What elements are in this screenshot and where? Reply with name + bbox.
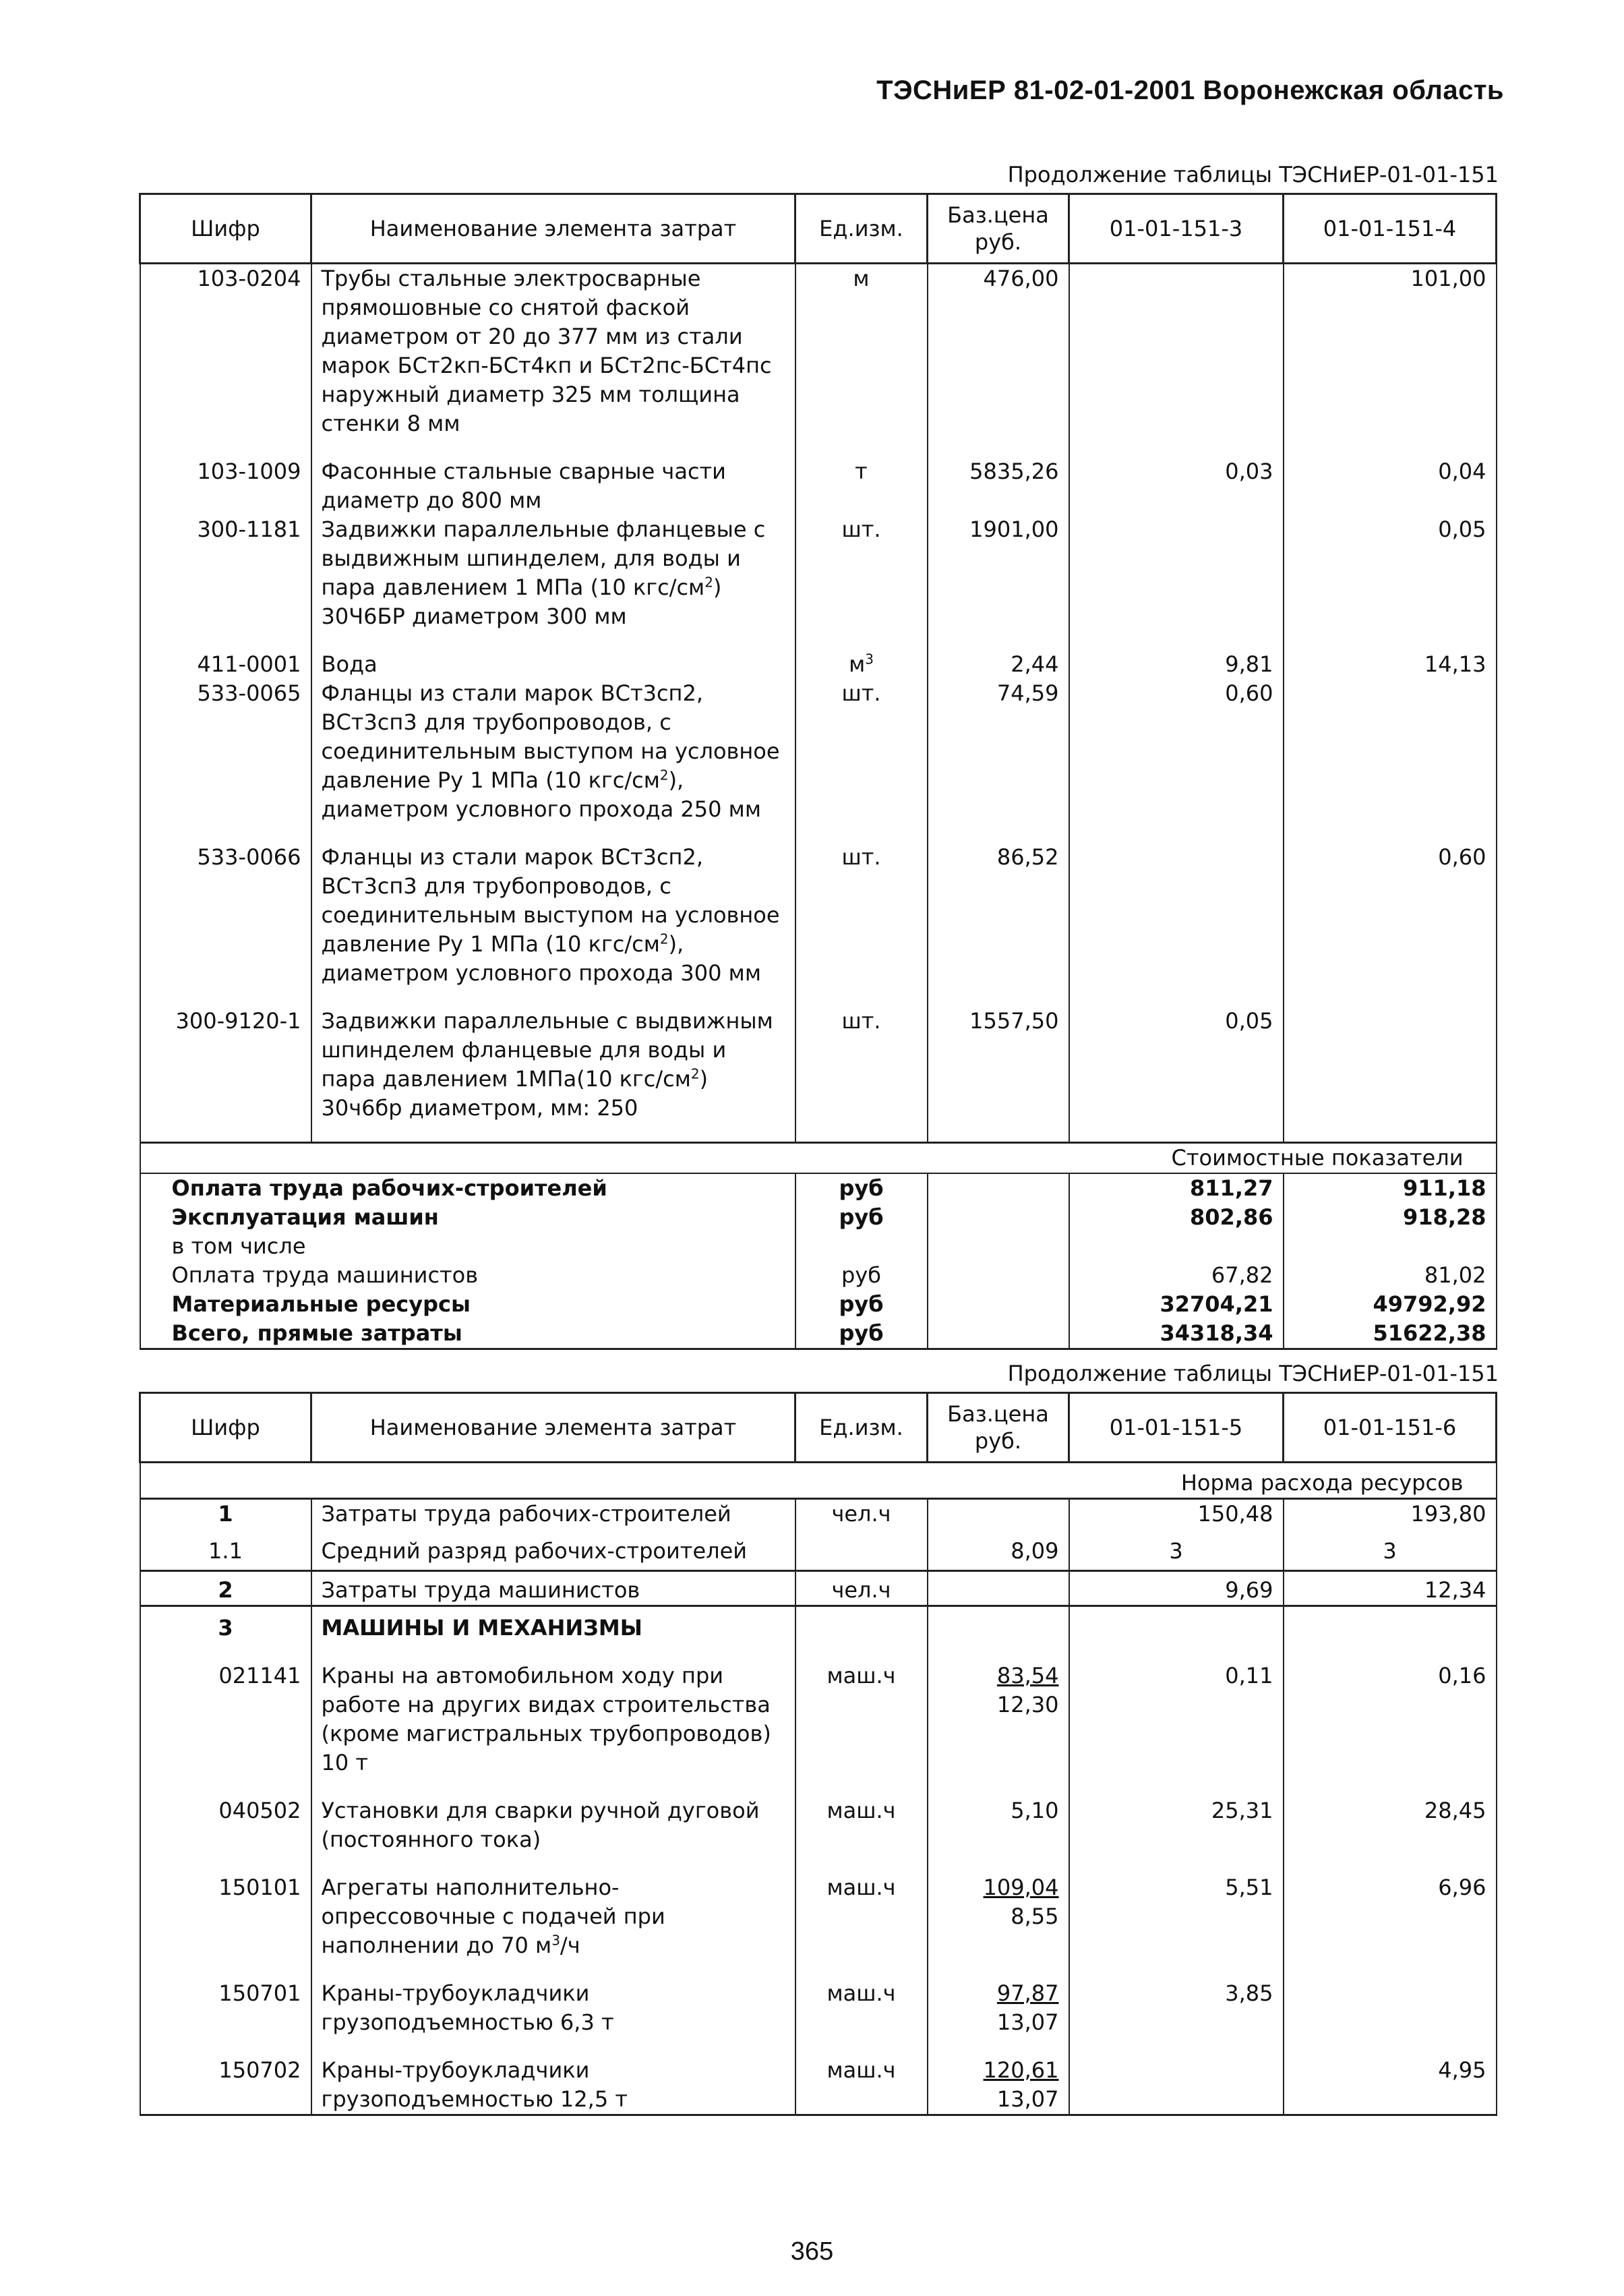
cell-code: 300-1181 — [140, 515, 311, 631]
cell-unit: маш.ч — [795, 1661, 928, 1777]
cell-value-b — [1284, 1979, 1497, 2037]
summary-row — [140, 1319, 1497, 1349]
cell-value-a — [1069, 264, 1284, 439]
table-row — [140, 679, 1497, 824]
cell-unit: шт. — [795, 515, 928, 631]
cell-name: Средний разряд рабочих-строителей — [311, 1529, 795, 1570]
cell-value-a: 9,69 — [1069, 1570, 1284, 1606]
cell-unit: маш.ч — [795, 1979, 928, 2037]
cell-value-a: 9,81 — [1069, 650, 1284, 679]
table-row — [140, 2056, 1497, 2115]
cell-value-b: 0,16 — [1284, 1661, 1497, 1777]
cell-value-b: 0,05 — [1284, 515, 1497, 631]
summary-value-b: 49792,92 — [1284, 1290, 1497, 1319]
table-row — [140, 1661, 1497, 1777]
cell-name: Агрегаты наполнительно-опрессовочные с подачей при наполнении до 70 $м^3/ч$ — [311, 1873, 795, 1960]
header-code: Шифр — [140, 194, 311, 264]
cell-value-a: 0,60 — [1069, 679, 1284, 824]
cell-code: 3 — [140, 1606, 311, 1643]
summary-unit: руб — [795, 1319, 928, 1349]
cell-price: 120,61 13,07 — [928, 2056, 1069, 2115]
cell-price: 476,00 — [928, 264, 1069, 439]
cell-name: Затраты труда машинистов — [311, 1570, 795, 1606]
cell-price — [928, 1499, 1069, 1529]
cell-code: 533-0066 — [140, 843, 311, 988]
cell-unit — [795, 1529, 928, 1570]
cell-value-b: 12,34 — [1284, 1570, 1497, 1606]
cell-value-b: 0,04 — [1284, 457, 1497, 515]
summary-value-a — [1069, 1232, 1284, 1261]
cell-value-b — [1284, 679, 1497, 824]
cell-name: Затраты труда рабочих-строителей — [311, 1499, 795, 1529]
cell-code: 533-0065 — [140, 679, 311, 824]
cell-value-b: 101,00 — [1284, 264, 1497, 439]
cell-unit: м — [795, 264, 928, 439]
header-col-a: 01-01-151-3 — [1069, 194, 1284, 264]
summary-value-b — [1284, 1232, 1497, 1261]
cell-price: 1557,50 — [928, 1007, 1069, 1123]
cell-price: 8,09 — [928, 1529, 1069, 1570]
table-row — [140, 457, 1497, 515]
cell-code: 150101 — [140, 1873, 311, 1960]
cell-unit: чел.ч — [795, 1570, 928, 1606]
summary-unit — [795, 1232, 928, 1261]
cell-price: 86,52 — [928, 843, 1069, 988]
table-row — [140, 650, 1497, 679]
cell-value-b: 14,13 — [1284, 650, 1497, 679]
table-row — [140, 1529, 1497, 1570]
summary-value-a: 811,27 — [1069, 1173, 1284, 1203]
table-continuation-label: Продолжение таблицы ТЭСНиЕР-01-01-151 — [1007, 1361, 1499, 1386]
cell-value-a: 3 — [1069, 1529, 1284, 1570]
cell-name: Краны-трубоукладчики грузоподъемностью 12,5 т — [311, 2056, 795, 2115]
cell-code: 150701 — [140, 1979, 311, 2037]
table-row — [140, 1979, 1497, 2037]
table-continuation-label: Продолжение таблицы ТЭСНиЕР-01-01-151 — [1007, 162, 1499, 187]
cell-unit: шт. — [795, 1007, 928, 1123]
cell-code: 2 — [140, 1570, 311, 1606]
cell-unit: маш.ч — [795, 1873, 928, 1960]
cell-value-b: 0,60 — [1284, 843, 1497, 988]
cell-name: Фланцы из стали марок ВСт3сп2, ВСт3сп3 для трубопроводов, с соединительным выступом на условное давление Ру 1 МПа (10 кгс/$см^2$), диаметром условного прохода 300 мм — [311, 843, 795, 988]
cell-value-b — [1284, 1007, 1497, 1123]
table-row — [140, 1570, 1497, 1606]
summary-unit: руб — [795, 1203, 928, 1232]
cell-value-a: 25,31 — [1069, 1796, 1284, 1854]
cell-price: 1901,00 — [928, 515, 1069, 631]
cell-price: 5835,26 — [928, 457, 1069, 515]
summary-value-a: 34318,34 — [1069, 1319, 1284, 1349]
section-heading: МАШИНЫ И МЕХАНИЗМЫ — [311, 1606, 795, 1643]
table-row — [140, 1606, 1497, 1643]
cell-code: 103-1009 — [140, 457, 311, 515]
summary-row — [140, 1203, 1497, 1232]
cell-unit: $м^3$ — [795, 650, 928, 679]
cell-unit: маш.ч — [795, 2056, 928, 2115]
cell-value-a: 0,05 — [1069, 1007, 1284, 1123]
table-row — [140, 1499, 1497, 1529]
page-number: 365 — [790, 2237, 834, 2266]
summary-value-b: 81,02 — [1284, 1261, 1497, 1290]
table-row — [140, 264, 1497, 439]
cell-value-a — [1069, 2056, 1284, 2115]
cell-value-b: 4,95 — [1284, 2056, 1497, 2115]
cell-value-a: 150,48 — [1069, 1499, 1284, 1529]
cell-value-b: 28,45 — [1284, 1796, 1497, 1854]
summary-row — [140, 1261, 1497, 1290]
table-row — [140, 1873, 1497, 1960]
cell-name: Краны на автомобильном ходу при работе на других видах строительства (кроме магистральных трубопроводов) 10 т — [311, 1661, 795, 1777]
cell-code: 1.1 — [140, 1529, 311, 1570]
summary-row — [140, 1232, 1497, 1261]
document-title: ТЭСНиЕР 81-02-01-2001 Воронежская область — [876, 76, 1504, 105]
cost-table-1 — [139, 193, 1497, 1350]
cell-code: 021141 — [140, 1661, 311, 1777]
cell-value-b: 3 — [1284, 1529, 1497, 1570]
table-row — [140, 1796, 1497, 1854]
cell-code: 411-0001 — [140, 650, 311, 679]
header-unit: Ед.изм. — [795, 194, 928, 264]
summary-row — [140, 1290, 1497, 1319]
section-label: Стоимостные показатели — [140, 1143, 1497, 1174]
cell-value-a — [1069, 515, 1284, 631]
cell-code: 040502 — [140, 1796, 311, 1854]
summary-value-a: 67,82 — [1069, 1261, 1284, 1290]
summary-unit: руб — [795, 1173, 928, 1203]
cell-price: 83,54 12,30 — [928, 1661, 1069, 1777]
cell-price — [928, 1570, 1069, 1606]
cell-code: 150702 — [140, 2056, 311, 2115]
summary-name: Материальные ресурсы — [140, 1290, 795, 1319]
header-col-b: 01-01-151-4 — [1284, 194, 1497, 264]
cell-price: 74,59 — [928, 679, 1069, 824]
cell-unit: т — [795, 457, 928, 515]
summary-value-b: 911,18 — [1284, 1173, 1497, 1203]
cell-value-a: 0,03 — [1069, 457, 1284, 515]
cell-unit: маш.ч — [795, 1796, 928, 1854]
section-label: Норма расхода ресурсов — [140, 1463, 1497, 1499]
summary-row — [140, 1173, 1497, 1203]
cell-value-b: 193,80 — [1284, 1499, 1497, 1529]
cell-code: 103-0204 — [140, 264, 311, 439]
summary-name: в том числе — [140, 1232, 795, 1261]
summary-value-a: 802,86 — [1069, 1203, 1284, 1232]
cell-name: Установки для сварки ручной дуговой (постоянного тока) — [311, 1796, 795, 1854]
cell-unit: шт. — [795, 679, 928, 824]
summary-value-b: 918,28 — [1284, 1203, 1497, 1232]
cell-unit: шт. — [795, 843, 928, 988]
cost-table-2 — [139, 1392, 1497, 2116]
cell-name: Фасонные стальные сварные части диаметр до 800 мм — [311, 457, 795, 515]
cell-price: 2,44 — [928, 650, 1069, 679]
cell-value-a — [1069, 843, 1284, 988]
cell-value-b: 6,96 — [1284, 1873, 1497, 1960]
cell-price: 109,04 8,55 — [928, 1873, 1069, 1960]
header-col-b: 01-01-151-6 — [1284, 1393, 1497, 1463]
cell-price: 5,10 — [928, 1796, 1069, 1854]
section-row — [140, 1143, 1497, 1174]
header-price: Баз.цена руб. — [928, 194, 1069, 264]
summary-unit: руб — [795, 1290, 928, 1319]
header-col-a: 01-01-151-5 — [1069, 1393, 1284, 1463]
cell-name: Фланцы из стали марок ВСт3сп2, ВСт3сп3 для трубопроводов, с соединительным выступом на условное давление Ру 1 МПа (10 кгс/$см^2$), диаметром условного прохода 250 мм — [311, 679, 795, 824]
cell-code: 1 — [140, 1499, 311, 1529]
header-unit: Ед.изм. — [795, 1393, 928, 1463]
cell-price: 97,87 13,07 — [928, 1979, 1069, 2037]
cell-name: Вода — [311, 650, 795, 679]
cell-value-a: 0,11 — [1069, 1661, 1284, 1777]
cell-name: Задвижки параллельные с выдвижным шпинделем фланцевые для воды и пара давлением 1МПа(10 кгс/$см^2$) 30ч6бр диаметром, мм: 250 — [311, 1007, 795, 1123]
cell-name: Краны-трубоукладчики грузоподъемностью 6,3 т — [311, 1979, 795, 2037]
cell-name: Задвижки параллельные фланцевые с выдвижным шпинделем, для воды и пара давлением 1 МПа (10 кгс/$см^2$) 30Ч6БР диаметром 300 мм — [311, 515, 795, 631]
summary-value-b: 51622,38 — [1284, 1319, 1497, 1349]
summary-name: Оплата труда рабочих-строителей — [140, 1173, 795, 1203]
header-price: Баз.цена руб. — [928, 1393, 1069, 1463]
header-name: Наименование элемента затрат — [311, 194, 795, 264]
table-row — [140, 843, 1497, 988]
summary-name: Оплата труда машинистов — [140, 1261, 795, 1290]
header-name: Наименование элемента затрат — [311, 1393, 795, 1463]
cell-code: 300-9120-1 — [140, 1007, 311, 1123]
cell-name: Трубы стальные электросварные прямошовные со снятой фаской диаметром от 20 до 377 мм из стали марок БСт2кп-БСт4кп и БСт2пс-БСт4пс наружный диаметр 325 мм толщина стенки 8 мм — [311, 264, 795, 439]
header-code: Шифр — [140, 1393, 311, 1463]
table-row — [140, 515, 1497, 631]
summary-name: Эксплуатация машин — [140, 1203, 795, 1232]
cell-value-a: 3,85 — [1069, 1979, 1284, 2037]
cell-unit: чел.ч — [795, 1499, 928, 1529]
summary-name: Всего, прямые затраты — [140, 1319, 795, 1349]
summary-unit: руб — [795, 1261, 928, 1290]
summary-value-a: 32704,21 — [1069, 1290, 1284, 1319]
cell-value-a: 5,51 — [1069, 1873, 1284, 1960]
section-row — [140, 1463, 1497, 1499]
table-row — [140, 1007, 1497, 1123]
